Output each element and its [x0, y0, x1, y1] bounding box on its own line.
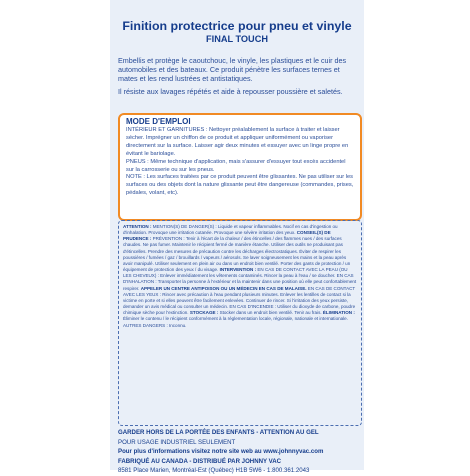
- product-description: [118, 56, 358, 99]
- usage-instructions-box: [118, 113, 362, 221]
- usage-instructions-title: MODE D'EMPLOI: [126, 117, 191, 126]
- intervention-text: EN CAS DE CONTACT AVEC LA PEAU (OU LES CHEVEUX) : Enlever immédiatement les vêtements contaminés. Rincer la peau à l'eau / se doucher. EN CAS D'INHALATION : Transporter la personne à l'extérieur et la maintenir dans une position où elle peut confortablement respirer.: [123, 267, 357, 291]
- usage-instructions-text: [126, 127, 354, 198]
- product-title: Finition protectrice pour pneu et vinyle: [122, 19, 352, 33]
- precautions-label: CONSEIL(S) DE PRUDENCE :: [123, 230, 331, 242]
- hazard-statements: MENTION(S) DE DANGER(S) : Liquide et vapeur inflammables. Nocif en cas d'ingestion ou d'inhalation. Provoque une irritation cutanée. Provoque une sévère irritation des yeux.: [123, 224, 338, 236]
- storage-text: Stocker dans un endroit bien ventilé. Tenir au frais.: [219, 310, 323, 316]
- industrial-use-notice: POUR USAGE INDUSTRIEL SEULEMENT: [118, 438, 236, 446]
- manufacturer-line: FABRIQUÉ AU CANADA - DISTRIBUÉ PAR JOHNNY VAC: [118, 457, 282, 465]
- intervention-label: INTERVENTION :: [219, 267, 258, 273]
- poison-center-text: APPELER UN CENTRE ANTIPOISON OU UN MÉDECIN EN CAS DE MALAISE.: [140, 285, 308, 291]
- product-label: [110, 0, 364, 474]
- instructions-note: NOTE : Les surfaces traitées par ce produit peuvent être glissantes. Ne pas utiliser sur les surfaces ou des objets dont la nature glissante peut être dangereuse (commandes, prises, pédales, volant, etc).: [126, 174, 354, 197]
- instructions-tires: PNEUS : Même technique d'application, mais s'assurer d'essuyer tout excès accidentel sur la carrosserie ou sur les pneus.: [126, 158, 346, 173]
- prevention-text: PRÉVENTION : Tenir à l'écart de la chaleur / des étincelles / des flammes nues / des surfaces chaudes. Ne pas fumer. Maintenir le récipient fermé de manière étanche. Utiliser des outils ne produisant pas d'étincelles. Prendre des mesures de précaution contre les décharges électrostatiques. Éviter de respirer les poussières / fumées / gaz / brouillards / vapeurs / aérosols. Se laver soigneusement les mains et la peau après avoir manipulé. Utiliser seulement en plein air ou dans un endroit bien ventilé. Porter des gants de protection / un équipement de protection des yeux / du visage.: [123, 236, 351, 273]
- label-footer: [118, 428, 358, 476]
- disposal-text: Éliminer le contenu / le récipient conformément à la réglementation locale, régionale, nationale et internationale. AUTRES DANGERS : Inconnu.: [123, 316, 348, 328]
- instructions-interior: INTÉRIEUR ET GARNITURES : Nettoyer préalablement la surface à traiter et laisser sécher. Imprégner un chiffon de ce produit et appliquer uniformément ou vaporiser directement sur la surface. Laisser agir deux minutes et essuyer avec un linge propre en évitant le bariolage.: [126, 127, 349, 157]
- storage-label: STOCKAGE :: [189, 310, 220, 316]
- attention-label: ATTENTION :: [123, 224, 153, 229]
- description-paragraph-1: Embellis et protège le caoutchouc, le vinyle, les plastiques et le cuir des automobiles et des bateaux. Ce produit pénètre les surfaces ternes et mates et les rend lustrées et antistatiques.: [118, 56, 347, 84]
- hazard-warning-box: [118, 220, 362, 426]
- keep-away-warning: GARDER HORS DE LA PORTÉE DES ENFANTS - ATTENTION AU GEL: [118, 429, 319, 436]
- manufacturer-address: 8581 Place Marien, Montréal-Est (Québec) H1B 5W6 - 1.800.361.2043: [118, 467, 310, 474]
- disposal-label: ÉLIMINATION :: [322, 310, 355, 316]
- eye-contact-text: EN CAS DE CONTACT AVEC LES YEUX : Rincer avec précaution à l'eau pendant plusieurs minutes. Enlever les lentilles de contact si la victime en porte et si elles peuvent être facilement enlevées. Continuer de rincer. Si l'irritation des yeux persiste, demander un avis médical ou consulter un médecin. EN CAS D'INCENDIE : Utiliser du dioxyde de carbone, poudre chimique sèche pour l'extinction.: [123, 285, 356, 316]
- product-subtitle: FINAL TOUCH: [206, 34, 268, 44]
- description-paragraph-2: Il résiste aux lavages répétés et aide à repousser poussière et saletés.: [118, 86, 343, 96]
- website-info: Pour plus d'informations visitez notre site web au www.johnnyvac.com: [118, 448, 324, 455]
